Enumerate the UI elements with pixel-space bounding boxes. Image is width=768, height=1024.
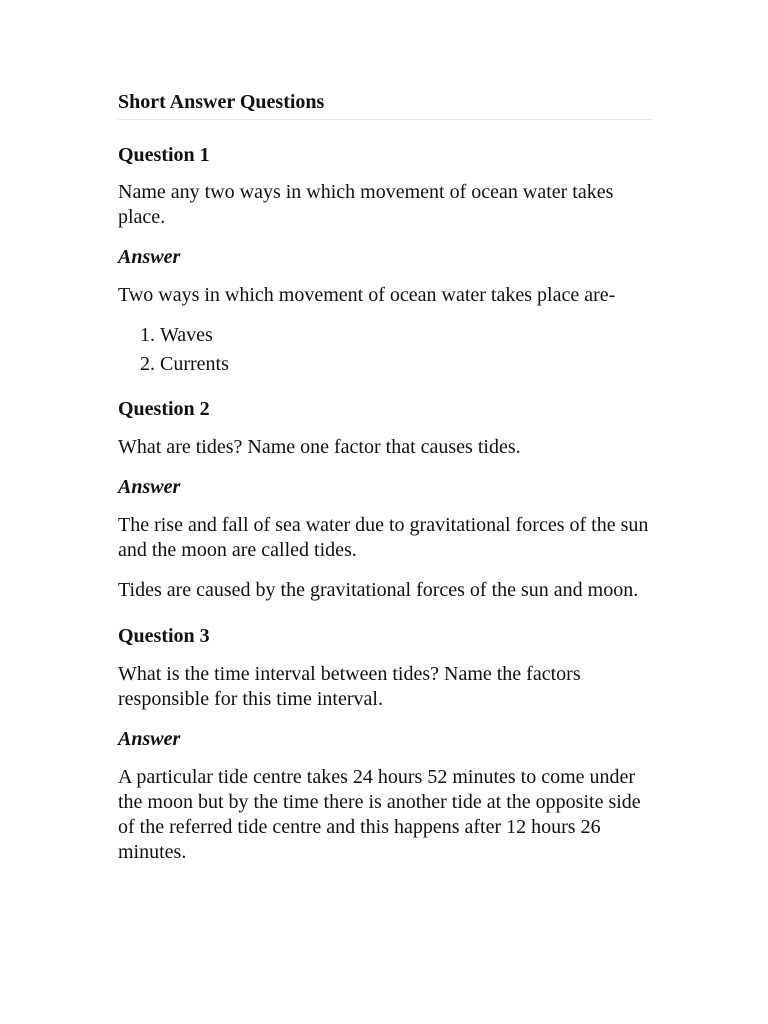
question-1-answer-label: Answer [118,246,181,268]
question-2-answer-label: Answer [118,476,181,498]
question-2-heading: Question 2 [118,398,210,420]
question-3-answer-label: Answer [118,728,181,750]
question-3-text: What is the time interval between tides? Name the factors responsible for this time interval. [118,663,581,710]
question-1-text: Name any two ways in which movement of ocean water takes place. [118,181,614,228]
question-2-text: What are tides? Name one factor that causes tides. [118,436,521,458]
document-page [118,86,652,865]
question-1-answer-list [118,321,652,379]
question-1-heading: Question 1 [118,144,210,166]
question-1-answer-intro: Two ways in which movement of ocean water takes place are- [118,284,616,306]
question-2-answer-paragraph-2: Tides are caused by the gravitational forces of the sun and moon. [118,579,639,601]
section-title: Short Answer Questions [118,88,652,120]
question-2-answer-paragraph-1: The rise and fall of sea water due to gravitational forces of the sun and the moon are called tides. [118,514,649,561]
question-3-heading: Question 3 [118,625,210,647]
question-3-answer-paragraph-1: A particular tide centre takes 24 hours 52 minutes to come under the moon but by the time there is another tide at the opposite side of the referred tide centre and this happens after 12 hours 26 minutes. [118,766,641,863]
list-item: 1. Waves [160,321,652,350]
list-item: 2. Currents [160,350,652,379]
